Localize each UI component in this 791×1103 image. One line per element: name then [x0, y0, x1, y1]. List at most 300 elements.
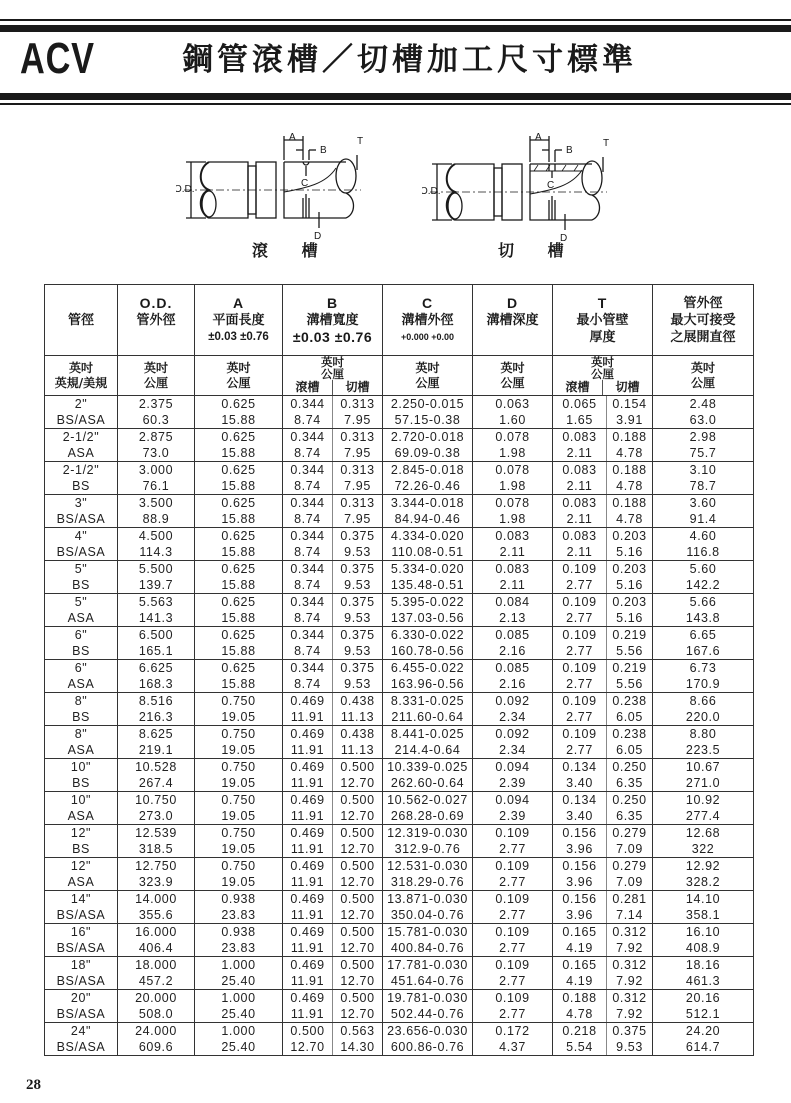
cell-value: 0.065 [562, 397, 597, 411]
cell-value: 451.64-0.76 [390, 974, 465, 988]
cell-value: 7.92 [616, 941, 643, 955]
cell-od [118, 627, 195, 660]
cell-value: 0.469 [290, 694, 325, 708]
cell-value: 0.625 [221, 595, 256, 609]
cell-value: 6" [74, 661, 88, 675]
cell-value: 2.77 [499, 1007, 526, 1021]
cell-value: 262.60-0.64 [390, 776, 465, 790]
cell-max-od [653, 825, 754, 858]
cell-value: 7.92 [616, 974, 643, 988]
t-cut-subheader: 切槽 [615, 380, 640, 394]
cell-value: 9.53 [344, 545, 371, 559]
cell-value: 11.91 [290, 809, 325, 823]
cell-value: 219.1 [138, 743, 174, 757]
cell-value: 2.77 [499, 974, 526, 988]
cell-b-cut [333, 990, 383, 1023]
col-header-od: O.D. 管外徑 [118, 285, 195, 356]
cell-value: 5.56 [616, 644, 643, 658]
cell-a [195, 726, 283, 759]
cell-value: 135.48-0.51 [390, 578, 465, 592]
cell-d [473, 396, 553, 429]
cell-t-cut [607, 891, 653, 924]
table-row [45, 1023, 754, 1056]
c-label: C [547, 180, 555, 191]
cell-value: 12.70 [290, 1040, 325, 1054]
cell-od [118, 1023, 195, 1056]
cell-value: 400.84-0.76 [390, 941, 465, 955]
cell-od [118, 561, 195, 594]
cell-od [118, 759, 195, 792]
cell-value: 139.7 [138, 578, 174, 592]
cell-a [195, 627, 283, 660]
cell-value: 0.156 [562, 826, 597, 840]
cell-value: 2.77 [566, 743, 593, 757]
cell-value: 0.109 [562, 661, 597, 675]
cell-size [45, 495, 118, 528]
cell-value: 11.91 [290, 710, 325, 724]
cell-value: 318.29-0.76 [390, 875, 465, 889]
cell-size [45, 627, 118, 660]
cell-value: 220.0 [685, 710, 721, 724]
cell-od [118, 495, 195, 528]
c-label: C [301, 178, 309, 189]
cell-value: 0.281 [612, 892, 647, 906]
cell-value: 10.562-0.027 [387, 793, 468, 807]
cell-value: 18" [70, 958, 92, 972]
cell-value: BS/ASA [56, 413, 106, 427]
cell-value: 0.469 [290, 991, 325, 1005]
cell-d [473, 462, 553, 495]
cell-value: 0.084 [495, 595, 530, 609]
od-label: O.D. [422, 186, 441, 197]
cell-value: 0.109 [562, 694, 597, 708]
cell-value: 8" [74, 694, 88, 708]
cell-value: 6.05 [616, 743, 643, 757]
cell-value: 2.13 [499, 611, 526, 625]
cell-t-roll [553, 462, 607, 495]
cell-value: 8.80 [689, 727, 717, 741]
cell-value: 2.16 [499, 644, 526, 658]
cell-value: 63.0 [689, 413, 717, 427]
cell-value: 0.165 [562, 925, 597, 939]
table-row [45, 792, 754, 825]
cell-value: 0.500 [340, 958, 375, 972]
cell-value: 23.656-0.030 [387, 1024, 468, 1038]
cell-value: 19.05 [221, 743, 256, 757]
cell-t-roll [553, 957, 607, 990]
cell-value: 160.78-0.56 [390, 644, 465, 658]
cell-od [118, 726, 195, 759]
cell-d [473, 759, 553, 792]
cell-t-cut [607, 1023, 653, 1056]
cell-t-cut [607, 825, 653, 858]
cell-value: 163.96-0.56 [390, 677, 465, 691]
cell-od [118, 396, 195, 429]
cell-value: 7.14 [616, 908, 643, 922]
cell-value: 0.092 [495, 694, 530, 708]
cell-value: 0.092 [495, 727, 530, 741]
cell-a [195, 528, 283, 561]
cell-value: 19.05 [221, 842, 256, 856]
cell-value: 12.70 [340, 875, 375, 889]
cell-value: 3.40 [566, 809, 593, 823]
cell-value: 0.469 [290, 727, 325, 741]
cell-b-roll [283, 429, 333, 462]
cell-max-od [653, 924, 754, 957]
table-row [45, 891, 754, 924]
cell-value: 15.88 [221, 578, 256, 592]
cell-value: 170.9 [685, 677, 721, 691]
cell-t-cut [607, 528, 653, 561]
cell-value: BS [72, 578, 90, 592]
cell-t-cut [607, 627, 653, 660]
cell-b-roll [283, 726, 333, 759]
cell-value: 12" [70, 859, 92, 873]
cell-value: 0.218 [562, 1024, 597, 1038]
unit-header-d: 英吋 公厘 [473, 356, 553, 396]
cell-t-cut [607, 660, 653, 693]
cell-max-od [653, 495, 754, 528]
table-row [45, 858, 754, 891]
cell-value: 350.04-0.76 [390, 908, 465, 922]
cell-value: 0.085 [495, 628, 530, 642]
cell-value: 9.53 [344, 578, 371, 592]
cell-b-roll [283, 924, 333, 957]
cell-d [473, 726, 553, 759]
cell-value: BS/ASA [56, 1040, 106, 1054]
cell-value: ASA [67, 611, 95, 625]
cell-value: 0.312 [612, 991, 647, 1005]
cell-a [195, 825, 283, 858]
cell-value: 0.134 [562, 793, 597, 807]
cell-a [195, 990, 283, 1023]
cell-value: 15.88 [221, 644, 256, 658]
cell-b-cut [333, 396, 383, 429]
cell-value: 8" [74, 727, 88, 741]
cell-value: 0.109 [495, 826, 530, 840]
cell-value: 0.344 [290, 397, 325, 411]
table-row [45, 594, 754, 627]
cell-value: 461.3 [685, 974, 721, 988]
cell-value: 0.109 [495, 892, 530, 906]
cell-value: BS/ASA [56, 941, 106, 955]
cell-value: 1.65 [566, 413, 593, 427]
cell-b-roll [283, 858, 333, 891]
cell-d [473, 528, 553, 561]
table-body [45, 396, 754, 1056]
cell-value: BS/ASA [56, 512, 106, 526]
cell-value: 0.344 [290, 661, 325, 675]
cell-d [473, 429, 553, 462]
cell-a [195, 495, 283, 528]
cell-value: 0.625 [221, 529, 256, 543]
cell-size [45, 924, 118, 957]
unit-header-c: 英吋 公厘 [383, 356, 473, 396]
cell-value: 16.10 [685, 925, 721, 939]
cell-value: 0.375 [340, 529, 375, 543]
cell-b-roll [283, 495, 333, 528]
cell-value: 1.000 [221, 991, 256, 1005]
cell-value: 78.7 [689, 479, 717, 493]
cell-value: 25.40 [221, 974, 256, 988]
cell-b-cut [333, 594, 383, 627]
cell-value: 2.11 [499, 545, 526, 559]
page-number: 28 [26, 1077, 41, 1093]
cell-value: 8.74 [294, 413, 321, 427]
cell-value: BS/ASA [56, 1007, 106, 1021]
cell-value: 0.078 [495, 430, 530, 444]
cell-value: 15.88 [221, 413, 256, 427]
cell-value: 0.313 [340, 463, 375, 477]
cell-value: 4.334-0.020 [390, 529, 465, 543]
cell-value: 16" [70, 925, 92, 939]
cell-value: 271.0 [685, 776, 721, 790]
cell-a [195, 396, 283, 429]
header-row-primary [45, 285, 754, 356]
table-row [45, 528, 754, 561]
cell-value: 328.2 [685, 875, 721, 889]
cell-b-roll [283, 462, 333, 495]
roll-groove-label: 滾 槽 [252, 241, 332, 260]
unit-header-od: 英吋 公厘 [118, 356, 195, 396]
cell-t-cut [607, 924, 653, 957]
cell-value: 84.94-0.46 [394, 512, 461, 526]
cell-value: 8.74 [294, 611, 321, 625]
unit-header-max-od: 英吋 公厘 [653, 356, 754, 396]
cell-d [473, 561, 553, 594]
cell-t-cut [607, 858, 653, 891]
cell-c [383, 429, 473, 462]
cell-c [383, 561, 473, 594]
cell-t-roll [553, 891, 607, 924]
b-label: B [566, 145, 573, 156]
cell-size [45, 957, 118, 990]
cell-value: 0.083 [562, 430, 597, 444]
cell-value: 6" [74, 628, 88, 642]
cell-max-od [653, 627, 754, 660]
cell-value: 2.77 [499, 875, 526, 889]
cell-b-cut [333, 528, 383, 561]
cell-b-roll [283, 891, 333, 924]
cell-value: 12.319-0.030 [387, 826, 468, 840]
cell-value: BS/ASA [56, 908, 106, 922]
cell-value: 8.74 [294, 446, 321, 460]
cell-od [118, 891, 195, 924]
cell-c [383, 990, 473, 1023]
cell-value: 12.750 [135, 859, 177, 873]
cell-value: 8.441-0.025 [390, 727, 465, 741]
cell-value: 8.74 [294, 677, 321, 691]
cell-c [383, 693, 473, 726]
cell-b-roll [283, 990, 333, 1023]
cell-value: 12.70 [340, 776, 375, 790]
cell-value: 14.10 [685, 892, 721, 906]
cell-value: 2.11 [566, 479, 593, 493]
cell-value: 20.000 [135, 991, 177, 1005]
cell-d [473, 891, 553, 924]
cell-a [195, 924, 283, 957]
cell-value: BS/ASA [56, 974, 106, 988]
cell-max-od [653, 1023, 754, 1056]
cell-value: 7.95 [344, 479, 371, 493]
cell-value: 2.77 [499, 842, 526, 856]
d-label: D [314, 231, 322, 242]
cell-t-roll [553, 1023, 607, 1056]
cell-t-cut [607, 726, 653, 759]
cell-value: 2.77 [499, 941, 526, 955]
cell-value: 57.15-0.38 [394, 413, 461, 427]
cell-value: 6.455-0.022 [390, 661, 465, 675]
cell-value: 12" [70, 826, 92, 840]
cell-t-cut [607, 990, 653, 1023]
cell-value: 17.781-0.030 [387, 958, 468, 972]
cell-value: 609.6 [138, 1040, 174, 1054]
cell-value: 0.469 [290, 892, 325, 906]
cell-value: 110.08-0.51 [391, 545, 464, 559]
cell-value: 8.74 [294, 479, 321, 493]
cell-value: 3.000 [138, 463, 174, 477]
cell-size [45, 891, 118, 924]
cell-value: 2.875 [138, 430, 174, 444]
cell-value: 23.83 [221, 908, 256, 922]
cell-a [195, 957, 283, 990]
cell-value: 5.395-0.022 [390, 595, 465, 609]
cell-c [383, 660, 473, 693]
cell-value: 0.279 [612, 859, 647, 873]
cell-t-roll [553, 759, 607, 792]
cell-value: 268.28-0.69 [390, 809, 465, 823]
cell-value: 214.4-0.64 [394, 743, 461, 757]
b-cut-subheader: 切槽 [345, 380, 370, 394]
cell-value: 5.56 [616, 677, 643, 691]
cell-value: 3.91 [616, 413, 643, 427]
cell-value: BS [72, 479, 90, 493]
cell-value: 512.1 [685, 1007, 721, 1021]
cell-value: 12.70 [340, 842, 375, 856]
cell-value: 2-1/2" [62, 463, 100, 477]
cell-value: 4.60 [689, 529, 717, 543]
cell-value: 355.6 [138, 908, 174, 922]
cell-a [195, 429, 283, 462]
cut-groove-drawing [422, 128, 622, 248]
roll-groove-drawing [176, 128, 376, 248]
cell-value: 0.078 [495, 463, 530, 477]
cell-value: 2.34 [499, 743, 526, 757]
cell-value: 19.05 [221, 710, 256, 724]
cell-value: 0.625 [221, 397, 256, 411]
cell-value: 0.313 [340, 397, 375, 411]
cell-c [383, 396, 473, 429]
cell-value: 11.91 [290, 842, 325, 856]
cell-value: 0.625 [221, 661, 256, 675]
cell-value: 0.625 [221, 430, 256, 444]
cell-max-od [653, 891, 754, 924]
cell-value: 20" [70, 991, 92, 1005]
cell-value: 7.09 [616, 842, 643, 856]
cell-value: 11.13 [340, 710, 375, 724]
cell-value: 277.4 [685, 809, 721, 823]
cell-t-roll [553, 495, 607, 528]
cell-value: 24.20 [685, 1024, 721, 1038]
cell-b-cut [333, 660, 383, 693]
cell-value: 0.085 [495, 661, 530, 675]
cell-d [473, 792, 553, 825]
cell-value: 25.40 [221, 1040, 256, 1054]
cell-max-od [653, 660, 754, 693]
cell-value: 2.720-0.018 [390, 430, 465, 444]
cell-t-roll [553, 792, 607, 825]
cell-value: 0.500 [340, 991, 375, 1005]
cell-value: 0.375 [340, 562, 375, 576]
cell-value: 0.438 [340, 727, 375, 741]
cell-value: BS [72, 710, 90, 724]
cell-value: 600.86-0.76 [390, 1040, 465, 1054]
cell-t-roll [553, 561, 607, 594]
cell-value: 75.7 [689, 446, 717, 460]
cell-value: 406.4 [138, 941, 174, 955]
cell-value: 0.109 [562, 628, 597, 642]
cell-a [195, 1023, 283, 1056]
cell-value: 0.083 [562, 496, 597, 510]
cell-value: 5" [74, 562, 88, 576]
col-header-max-od: 管外徑 最大可接受 之展開直徑 [653, 285, 754, 356]
table-row [45, 627, 754, 660]
cell-value: 0.172 [495, 1024, 530, 1038]
cell-value: 0.750 [221, 727, 256, 741]
cell-t-cut [607, 759, 653, 792]
unit-header-b: 英吋 公厘 滾槽 切槽 [283, 356, 383, 396]
cell-c [383, 858, 473, 891]
cell-value: 0.469 [290, 793, 325, 807]
cell-value: 69.09-0.38 [394, 446, 461, 460]
cell-value: 19.781-0.030 [387, 991, 468, 1005]
cell-d [473, 990, 553, 1023]
cell-value: 0.469 [290, 859, 325, 873]
cell-value: 3.96 [566, 842, 593, 856]
cell-value: 4.19 [566, 941, 593, 955]
cell-value: 12.531-0.030 [387, 859, 468, 873]
cell-value: 116.8 [686, 545, 720, 559]
table-row [45, 693, 754, 726]
cut-groove-label: 切 槽 [498, 241, 578, 260]
cell-b-cut [333, 957, 383, 990]
cell-value: 4.78 [616, 446, 643, 460]
unit-header-size: 英吋 英規/美規 [45, 356, 118, 396]
cell-value: 2.845-0.018 [390, 463, 465, 477]
cell-t-roll [553, 528, 607, 561]
cut-groove-diagram [422, 128, 622, 248]
cell-value: 11.91 [290, 1007, 325, 1021]
cell-max-od [653, 396, 754, 429]
cell-t-roll [553, 858, 607, 891]
cell-value: 0.156 [562, 892, 597, 906]
cell-value: ASA [67, 446, 95, 460]
cell-value: BS [72, 842, 90, 856]
table-row [45, 990, 754, 1023]
cell-value: 12.70 [340, 809, 375, 823]
cell-value: 88.9 [142, 512, 170, 526]
cell-b-roll [283, 627, 333, 660]
cell-value: 3.60 [689, 496, 717, 510]
cell-value: 8.74 [294, 578, 321, 592]
cell-value: 0.469 [290, 925, 325, 939]
cell-value: 10.528 [135, 760, 177, 774]
cell-value: 12.70 [340, 974, 375, 988]
cell-value: 18.000 [135, 958, 177, 972]
cell-value: 1.98 [499, 512, 526, 526]
cell-value: 8.516 [138, 694, 174, 708]
cell-value: 72.26-0.46 [394, 479, 461, 493]
